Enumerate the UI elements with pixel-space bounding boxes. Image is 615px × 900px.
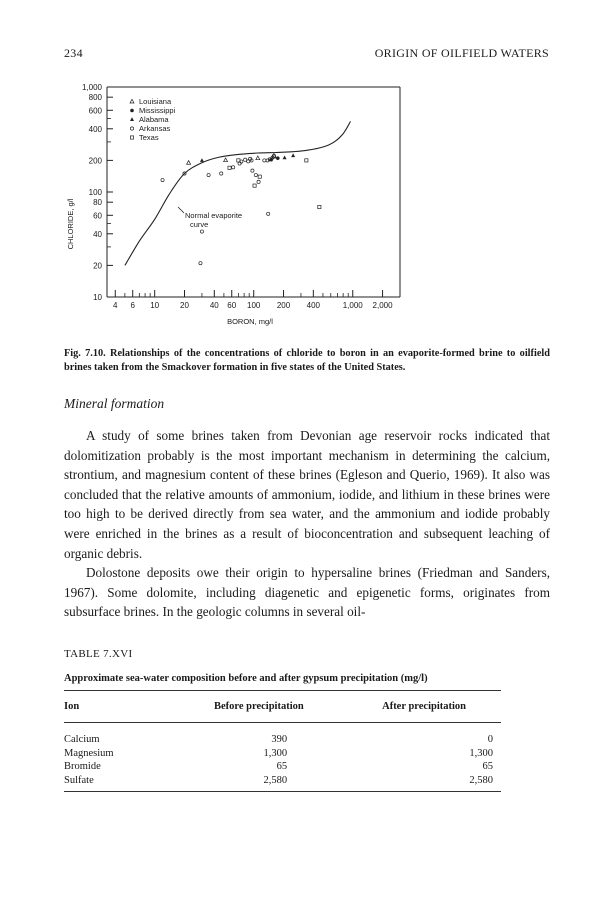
point-alabama [283,156,287,160]
cell-after: 65 [482,761,493,772]
table-header-row [64,691,501,723]
composition-table [64,690,501,792]
cell-before: 390 [271,734,288,745]
point-arkansas [199,262,202,265]
running-head [64,46,549,62]
y-axis [82,83,113,302]
cell-after: 0 [487,734,493,745]
section-heading: Mineral formation [64,396,165,411]
x-tick-label: 10 [150,301,160,310]
point-arkansas [200,230,203,233]
legend-label: Louisiana [139,97,172,106]
cell-ion: Calcium [64,734,100,745]
point-arkansas [267,212,270,215]
x-tick-label: 6 [130,301,135,310]
legend-label: Alabama [139,115,169,124]
column-header-ion: Ion [64,691,214,723]
point-alabama [200,158,204,162]
table-title: Approximate sea-water composition before and after gypsum precipitation (mg/l) [64,673,428,684]
legend-marker [130,99,134,103]
point-arkansas [263,159,266,162]
x-tick-label: 40 [209,301,219,310]
x-tick-label: 200 [276,301,291,310]
cell-before: 2,580 [214,774,382,792]
x-tick-label: 1,000 [342,301,363,310]
curve-label: curve [190,220,209,229]
table-row [64,747,501,761]
cell-before: 65 [276,761,288,772]
y-tick-label: 600 [88,106,102,116]
y-axis-label: CHLORIDE, g/l [66,198,75,250]
legend-marker [130,117,134,121]
table-row [64,774,501,792]
column-header-before: Before precipitation [214,691,382,723]
running-title: ORIGIN OF OILFIELD WATERS [374,46,549,60]
legend-label: Mississippi [139,106,176,115]
point-arkansas [244,158,247,161]
point-alabama [291,153,295,157]
body-text [64,426,550,622]
point-mississippi [276,156,280,160]
legend-label: Texas [139,133,159,142]
x-axis [113,290,393,310]
legend-marker [130,109,134,113]
x-axis-label: BORON, mg/l [227,317,273,326]
table-row [64,760,501,774]
point-arkansas [207,173,210,176]
legend-marker [130,136,133,139]
x-tick-label: 60 [227,301,237,310]
point-louisiana [187,161,191,165]
x-tick-label: 20 [180,301,189,310]
point-arkansas [220,172,223,175]
y-tick-label: 200 [88,156,102,166]
figure-caption: Fig. 7.10. Relationships of the concentrations of chloride to boron in an evaporite-formed brine to oilfield brines taken from the Smackover formation in five states of the United States. [64,348,550,373]
x-tick-label: 4 [113,301,118,310]
cell-ion: Bromide [64,761,101,772]
point-texas [258,175,261,178]
point-arkansas [257,180,260,183]
point-texas [305,159,308,162]
point-arkansas [232,166,235,169]
x-tick-label: 2,000 [372,301,393,310]
x-tick-label: 100 [247,301,261,310]
page-number: 234 [64,46,83,60]
cell-ion: Magnesium [64,747,114,759]
y-tick-label: 800 [88,93,102,103]
point-texas [318,205,321,208]
y-tick-label: 1,000 [81,83,102,92]
paragraph: A study of some brines taken from Devonian age reservoir rocks indicated that dolomitization probably is the most important mechanism in determining the calcium, strontium, and magnesium content of these brines (Egleson and Querio, 1969). It also was concluded that the relative amounts of ammonium, iodide, and lithium in these brines were too high to be derived directly from sea water, and the ammonium and iodide probably were enriched in the brines as a result of bioconcentration and subsequent leaching of organic debris. [64,428,550,561]
table-row [64,723,501,747]
chloride-boron-chart [60,76,420,334]
x-tick-label: 400 [306,301,321,310]
y-tick-label: 20 [93,261,102,271]
point-louisiana [256,156,260,160]
y-tick-label: 80 [93,198,102,208]
legend-label: Arkansas [139,124,171,133]
point-arkansas [251,169,254,172]
point-arkansas [161,178,164,181]
point-texas [228,166,231,169]
cell-ion: Sulfate [64,774,214,792]
y-tick-label: 10 [93,293,102,302]
y-tick-label: 40 [93,229,102,239]
cell-after: 2,580 [382,774,501,792]
point-louisiana [224,158,228,162]
data-points [161,153,321,264]
y-tick-label: 400 [88,124,102,134]
paragraph: Dolostone deposits owe their origin to hypersaline brines (Friedman and Sanders, 1967). Some dolomite, including diagenetic and epigenetic forms, originates from subsurface brines. In the geologic columns in several oil- [64,565,550,620]
legend-marker [130,127,133,130]
point-texas [253,184,256,187]
cell-before: 1,300 [263,747,288,759]
y-tick-label: 100 [88,188,102,197]
column-header-after: After precipitation [382,691,501,723]
point-arkansas [254,173,257,176]
table-label: TABLE 7.XVI [64,648,133,660]
legend [130,97,176,142]
normal-evaporite-curve [125,121,351,265]
cell-after: 1,300 [469,747,493,759]
curve-label-leader [178,207,184,213]
y-tick-label: 60 [93,211,102,221]
curve-label: Normal evaporite [185,211,243,220]
